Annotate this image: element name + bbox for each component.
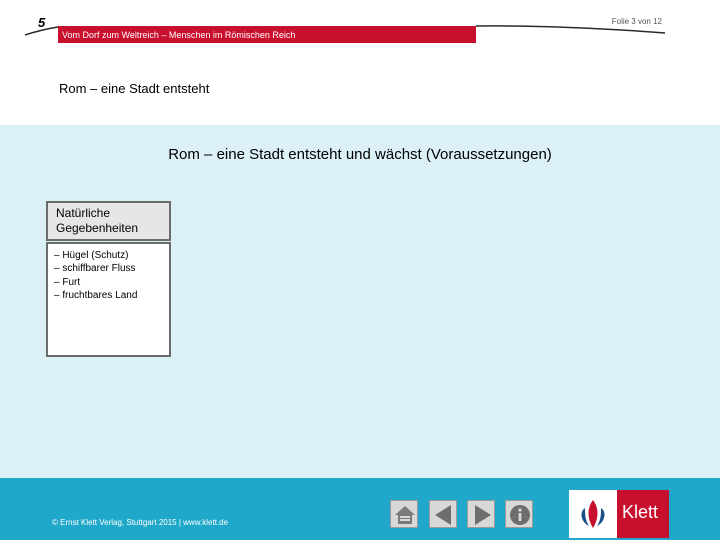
band-title: Vom Dorf zum Weltreich – Menschen im Römischen Reich: [62, 30, 296, 40]
content-area: [0, 125, 720, 478]
arrow-left-icon: [430, 501, 458, 529]
title-band: [58, 26, 476, 43]
box-body: [46, 242, 171, 357]
info-icon: [506, 501, 534, 529]
klett-emblem-icon: [573, 494, 613, 534]
list-item: – schiffbarer Fluss: [54, 263, 136, 275]
list-item: – Furt: [54, 276, 81, 288]
slide-heading: Rom – eine Stadt entsteht: [59, 81, 210, 96]
home-button[interactable]: [390, 500, 418, 528]
list-item: – Hügel (Schutz): [54, 250, 129, 261]
page-counter: Folie 3 von 12: [611, 17, 662, 26]
klett-logo-red-block: [617, 490, 669, 538]
copyright-text: © Ernst Klett Verlag, Stuttgart 2015 | www.klett.de: [52, 518, 229, 527]
klett-logo: [569, 490, 669, 538]
info-button[interactable]: [505, 500, 533, 528]
home-icon: [391, 501, 419, 529]
previous-slide-button[interactable]: [429, 500, 457, 528]
chapter-number: 5: [38, 15, 46, 30]
list-item: – fruchtbares Land: [54, 289, 138, 301]
box-header-line: Natürliche: [56, 206, 111, 220]
next-slide-button[interactable]: [467, 500, 495, 528]
box-header-line: Gegebenheiten: [56, 221, 139, 235]
arrow-right-icon: [468, 501, 496, 529]
klett-logo-text: Klett: [622, 502, 659, 522]
content-title: Rom – eine Stadt entsteht und wächst (Voraussetzungen): [168, 146, 552, 163]
footer-bar: [0, 478, 720, 540]
box-header: [46, 201, 171, 241]
